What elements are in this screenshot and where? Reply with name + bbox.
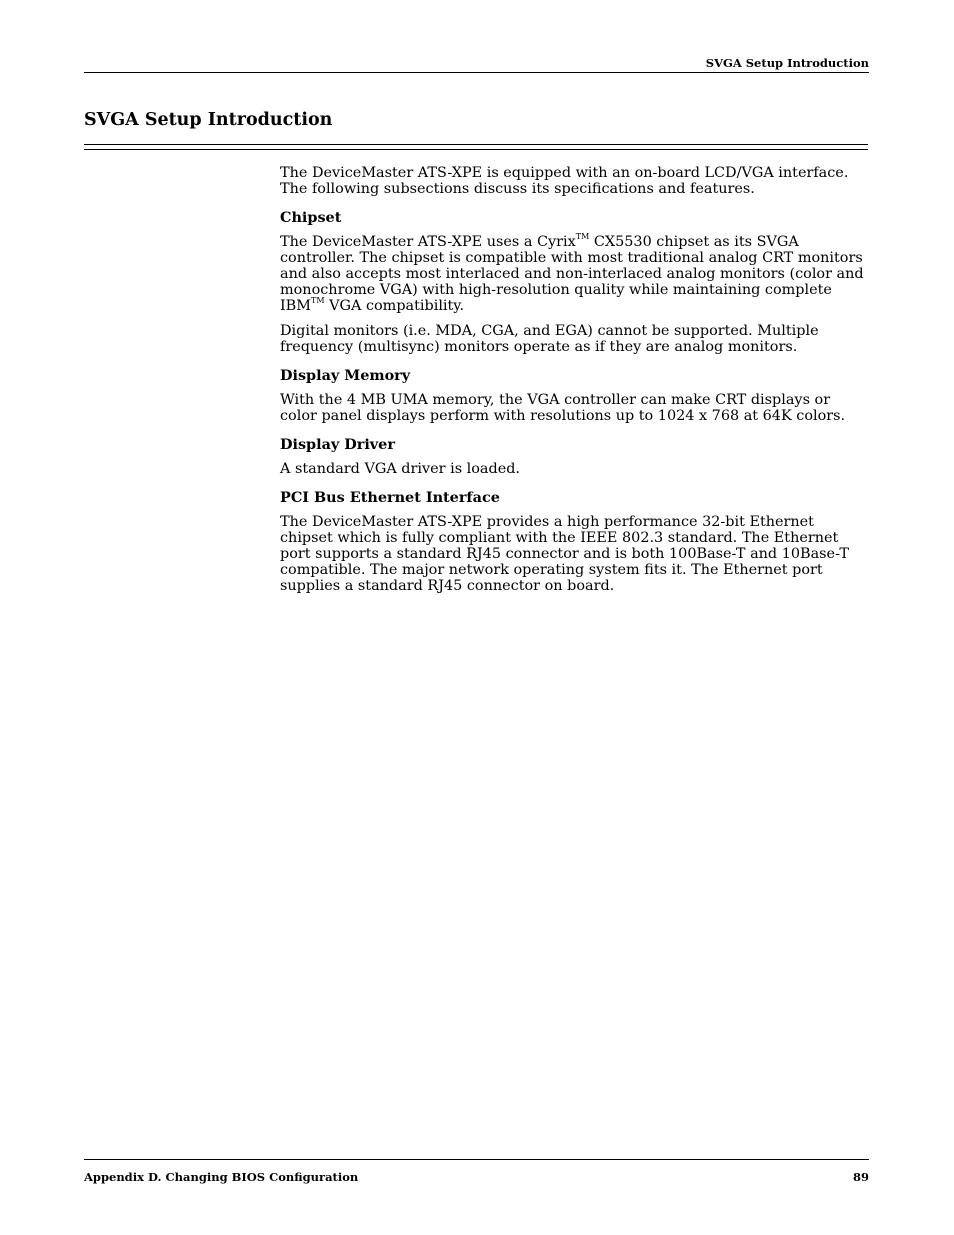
- title-rule-bottom: [84, 149, 868, 150]
- chipset-paragraph-2: Digital monitors (i.e. MDA, CGA, and EGA) cannot be supported. Multiple frequency (multisync) monitors operate as if they are analog monitors.: [280, 323, 819, 355]
- chipset-paragraph-1: [280, 234, 870, 314]
- display-memory-paragraph: With the 4 MB UMA memory, the VGA controller can make CRT displays or color panel displays perform with resolutions up to 1024 x 768 at 64K colors.: [280, 392, 846, 424]
- chipset-text-b: CX5530 chipset as its SVGA controller. The chipset is compatible with most traditional analog CRT monitors and also accepts most interlaced and non-interlaced analog monitors (color and monochrome VGA) with high-resolution quality while maintaining complete IBM: [280, 234, 864, 314]
- running-header: SVGA Setup Introduction: [705, 56, 869, 70]
- trademark-mark: TM: [311, 296, 325, 305]
- chipset-heading: Chipset: [280, 209, 342, 226]
- page-number: 89: [852, 1170, 869, 1184]
- intro-paragraph: The DeviceMaster ATS-XPE is equipped with an on-board LCD/VGA interface. The following subsections discuss its specifications and features.: [280, 165, 849, 197]
- footer-rule: [84, 1159, 869, 1160]
- pci-ethernet-heading: PCI Bus Ethernet Interface: [280, 489, 500, 506]
- header-rule: [84, 72, 869, 73]
- body-column: [280, 165, 870, 603]
- title-rule-top: [84, 144, 868, 145]
- display-driver-heading: Display Driver: [280, 436, 395, 453]
- chipset-text-c: VGA compatibility.: [324, 298, 465, 314]
- chipset-text-a: The DeviceMaster ATS-XPE uses a Cyrix: [280, 234, 576, 250]
- display-memory-heading: Display Memory: [280, 367, 411, 384]
- footer-chapter: Appendix D. Changing BIOS Configuration: [84, 1170, 359, 1184]
- trademark-mark: TM: [575, 232, 590, 241]
- display-driver-paragraph: A standard VGA driver is loaded.: [280, 461, 521, 477]
- pci-ethernet-paragraph: The DeviceMaster ATS-XPE provides a high performance 32-bit Ethernet chipset which is fully compliant with the IEEE 802.3 standard. The Ethernet port supports a standard RJ45 connector and is both 100Base-T and 10Base-T compatible. The major network operating system fits it. The Ethernet port supplies a standard RJ45 connector on board.: [280, 514, 850, 594]
- section-title: SVGA Setup Introduction: [84, 110, 333, 130]
